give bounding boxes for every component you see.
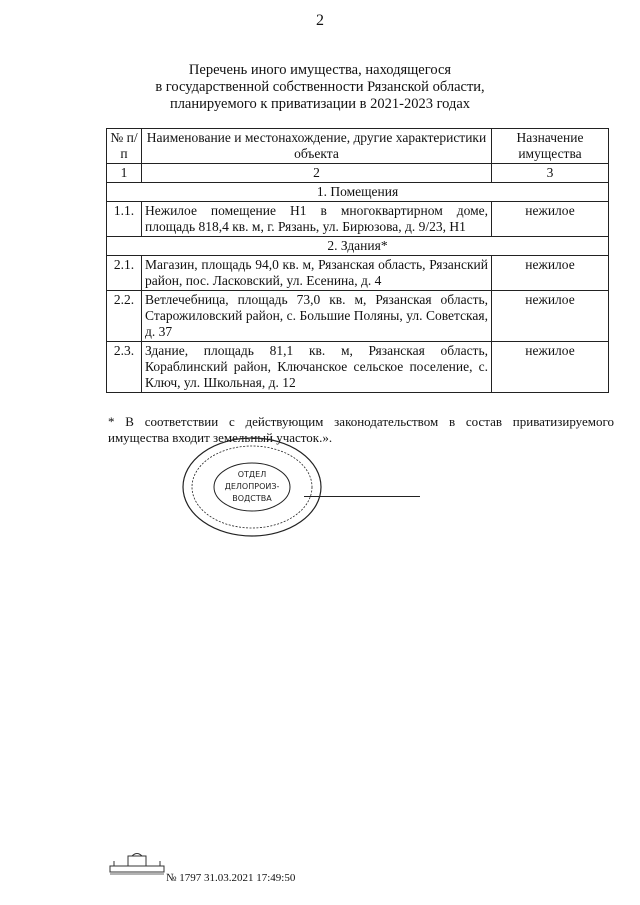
registry-number: № 1797 31.03.2021 17:49:50 (166, 872, 296, 884)
header-purpose: Назначение имущества (492, 129, 609, 164)
section-title: 2. Здания* (107, 237, 609, 256)
section-row (107, 237, 609, 256)
document-title (140, 62, 500, 113)
department-stamp (181, 436, 323, 538)
title-line-1: Перечень иного имущества, находящегося (188, 62, 452, 78)
row-purpose: нежилое (492, 256, 609, 291)
government-logo-icon (108, 852, 166, 876)
title-line-2: в государственной собственности Рязанской области, (155, 79, 485, 95)
table-row (107, 202, 609, 237)
table-row (107, 256, 609, 291)
row-num: 2.1. (107, 256, 142, 291)
header-row (107, 129, 609, 164)
stamp-line-3: ВОДСТВА (232, 494, 272, 503)
row-num: 1.1. (107, 202, 142, 237)
row-purpose: нежилое (492, 202, 609, 237)
stamp-line-2: ДЕЛОПРОИЗ- (224, 482, 280, 491)
table-row (107, 291, 609, 342)
table-row (107, 342, 609, 393)
stamp-line-1: ОТДЕЛ (237, 470, 267, 479)
title-line-3: планируемого к приватизации в 2021-2023 годах (169, 96, 471, 112)
row-description: Здание, площадь 81,1 кв. м, Рязанская область, Кораблинский район, Ключанское сельское поселение, с. Ключ, ул. Школьная, д. 12 (142, 342, 492, 393)
row-num: 2.3. (107, 342, 142, 393)
header-name: Наименование и местонахождение, другие характеристики объекта (142, 129, 492, 164)
section-title: 1. Помещения (107, 183, 609, 202)
index-cell: 2 (142, 164, 492, 183)
page-number: 2 (316, 12, 324, 29)
row-purpose: нежилое (492, 291, 609, 342)
property-table (106, 128, 609, 393)
row-description: Ветлечебница, площадь 73,0 кв. м, Рязанская область, Старожиловский район, с. Большие Поляны, ул. Советская, д. 37 (142, 291, 492, 342)
row-description: Нежилое помещение Н1 в многоквартирном доме, площадь 818,4 кв. м, г. Рязань, ул. Бирюзова, д. 9/23, Н1 (142, 202, 492, 237)
index-cell: 1 (107, 164, 142, 183)
row-num: 2.2. (107, 291, 142, 342)
row-description: Магазин, площадь 94,0 кв. м, Рязанская область, Рязанский район, пос. Ласковский, ул. Есенина, д. 4 (142, 256, 492, 291)
index-row (107, 164, 609, 183)
row-purpose: нежилое (492, 342, 609, 393)
header-num: № п/п (107, 129, 142, 164)
footnote: * В соответствии с действующим законодательством в состав приватизируемого имущества входит земельный участок.». (108, 414, 614, 445)
section-row (107, 183, 609, 202)
index-cell: 3 (492, 164, 609, 183)
